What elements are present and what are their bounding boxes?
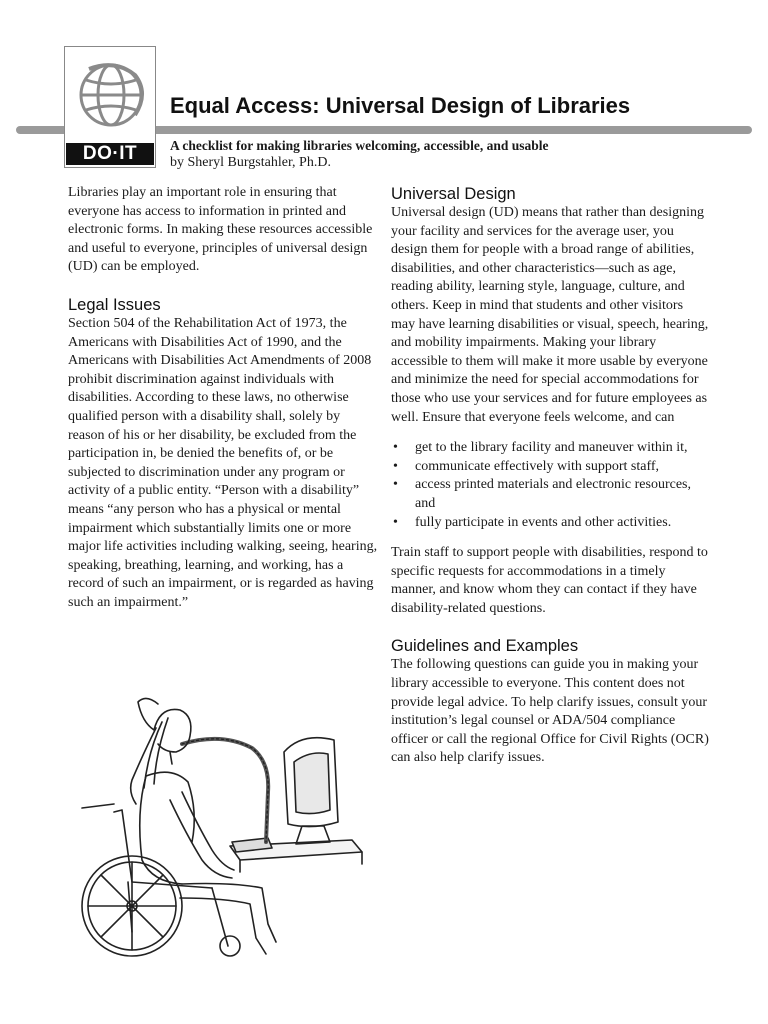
list-item: • get to the library facility and maneuver within it, — [391, 439, 709, 458]
list-item: • communicate effectively with support staff, — [391, 458, 709, 477]
wheelchair-user-illustration — [62, 692, 380, 960]
doit-logo — [64, 46, 156, 168]
access-bullet-list — [391, 439, 709, 532]
page-title: Equal Access: Universal Design of Libraries — [170, 93, 631, 118]
bullet-icon: • — [393, 477, 398, 493]
train-staff-paragraph: Train staff to support people with disabilities, respond to specific requests for accommodations in a timely manner, and know whom they can contact if they have disability-related questions. — [391, 545, 708, 616]
left-column — [68, 184, 380, 612]
list-item: • access printed materials and electronic resources, and — [393, 477, 691, 511]
bullet-icon: • — [393, 514, 398, 530]
logo-wordmark: DO·IT — [66, 143, 154, 165]
intro-paragraph: Libraries play an important role in ensuring that everyone has access to information in printed and electronic forms. In making these resources accessible and useful to everyone, principles of universal design (UD) can be employed. — [68, 185, 373, 275]
universal-design-heading: Universal Design — [391, 185, 516, 203]
bullet-icon: • — [393, 440, 398, 456]
bullet-icon: • — [393, 458, 398, 474]
globe-icon — [69, 53, 153, 137]
page-subtitle: A checklist for making libraries welcoming, accessible, and usable — [170, 138, 549, 153]
legal-issues-paragraph: Section 504 of the Rehabilitation Act of 1973, the Americans with Disabilities Act of 1990, and the Americans with Disabilities Act Amendments of 2008 prohibit discrimination against individuals with disabilities. According to these laws, no otherwise qualified person with a disability shall, solely by reason of his or her disability, be excluded from the participation in, be denied the benefits of, or be subjected to discrimination under any program or activity of a public entity. “Person with a disability” means “any person who has a physical or mental impairment which substantially limits one or more major life activities including walking, seeing, hearing, speaking, breathing, learning, and working, has a record of such an impairment, or is regarded as having such an impairment.” — [68, 315, 378, 610]
author-line: by Sheryl Burgstahler, Ph.D. — [170, 155, 331, 170]
guidelines-heading: Guidelines and Examples — [391, 637, 579, 656]
guidelines-paragraph: The following questions can guide you in making your library accessible to everyone. This content does not provide legal advice. To help clarify issues, consult your institution’s legal counsel or ADA/504 compliance officer or call the regional Office for Civil Rights (OCR) can also help clarify issues. — [391, 657, 709, 766]
legal-issues-heading: Legal Issues — [68, 295, 161, 314]
right-column — [391, 184, 709, 768]
universal-design-paragraph: Universal design (UD) means that rather than designing your facility and services for the average user, you design them for people with a broad range of abilities, disabilities, and other characteristics—such as age, reading ability, learning style, language, culture, and others. Keep in mind that students and other visitors may have learning disabilities or visual, speech, hearing, and mobility impairments. Making your library accessible to them will make it more usable by everyone and minimize the need for special accommodations for those who use your services and for future employees as well. Ensure that everyone feels welcome, and can — [391, 205, 709, 425]
list-item: • fully participate in events and other activities. — [391, 514, 709, 533]
